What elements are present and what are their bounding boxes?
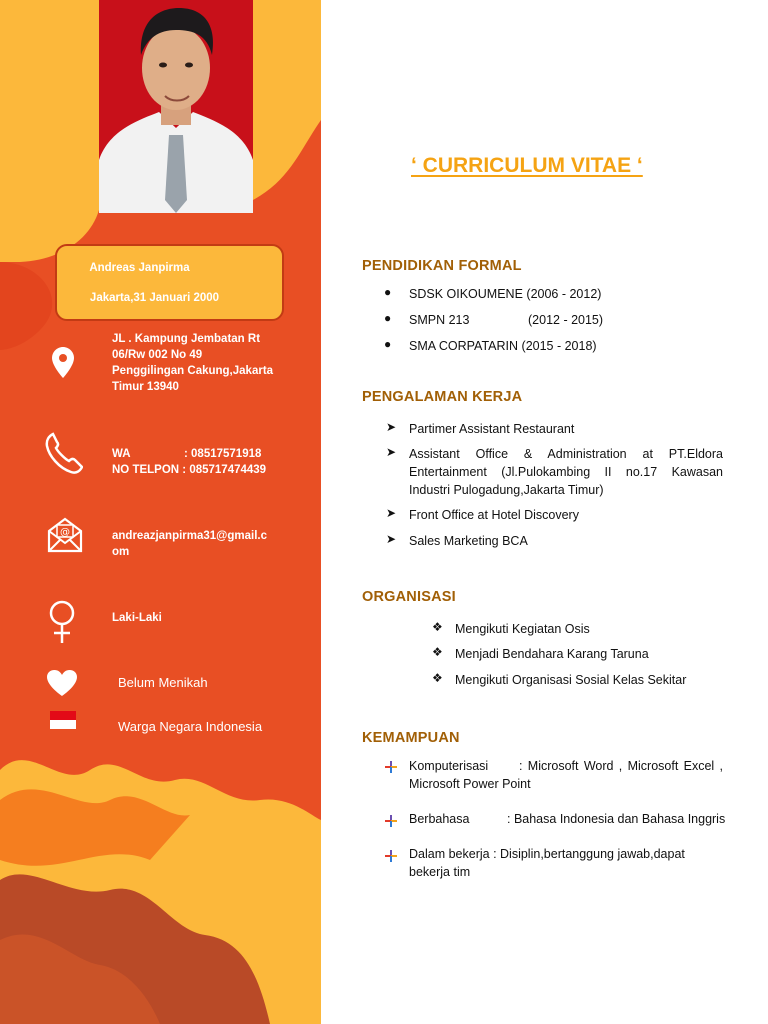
address-line: Timur 13940	[112, 381, 179, 393]
diamond-bullet-icon: ❖	[432, 671, 443, 685]
profile-name: Andreas Janpirma	[89, 262, 190, 274]
colored-bullet-icon	[385, 815, 397, 827]
diamond-bullet-icon: ❖	[432, 645, 443, 659]
phone-label: NO TELPON	[112, 464, 180, 476]
name-card	[55, 244, 284, 321]
diamond-bullet-icon: ❖	[432, 620, 443, 634]
contact-phones	[112, 446, 266, 478]
email	[112, 528, 267, 560]
list-item: Assistant Office & Administration at PT.Eldora Entertainment (Jl.Pulokambing II no.17 Kawasan Industri Pulogadung,Jakarta Timur)	[409, 447, 723, 497]
page-title: ‘ CURRICULUM VITAE ‘	[411, 154, 643, 177]
arrow-bullet-icon: ➤	[386, 420, 397, 434]
heart-icon	[47, 670, 77, 696]
list-item: Mengikuti Organisasi Sosial Kelas Sekitar	[455, 673, 687, 687]
experience-heading: PENGALAMAN KERJA	[362, 389, 523, 405]
colored-bullet-icon	[385, 850, 397, 862]
svg-text:@: @	[60, 527, 70, 538]
wa-value: : 08517571918	[184, 448, 262, 460]
marital-status: Belum Menikah	[118, 675, 208, 690]
list-item: SMA CORPATARIN (2015 - 2018)	[409, 339, 597, 353]
colored-bullet-icon	[385, 761, 397, 773]
list-item: Dalam bekerja : Disiplin,bertanggung jawab,dapat bekerja tim	[409, 847, 685, 879]
arrow-bullet-icon: ➤	[386, 506, 397, 520]
list-item: Berbahasa : Bahasa Indonesia dan Bahasa Inggris	[409, 812, 726, 826]
address-line: JL . Kampung Jembatan Rt	[112, 333, 261, 345]
phone-value: : 085717474439	[182, 464, 267, 476]
email-icon	[47, 517, 83, 553]
list-item: Menjadi Bendahara Karang Taruna	[455, 647, 649, 661]
address	[112, 331, 273, 395]
citizenship: Warga Negara Indonesia	[118, 719, 263, 734]
email-line: andreazjanpirma31@gmail.c	[112, 530, 268, 542]
bullet-icon: ●	[384, 311, 392, 325]
address-line: 06/Rw 002 No 49	[112, 349, 203, 361]
list-item: SDSK OIKOUMENE (2006 - 2012)	[409, 287, 602, 301]
wa-label: WA	[112, 448, 131, 460]
education-heading: PENDIDIKAN FORMAL	[362, 258, 522, 274]
phone-icon	[45, 432, 83, 474]
organization-heading: ORGANISASI	[362, 589, 456, 605]
email-line: om	[112, 546, 130, 558]
bullet-icon: ●	[384, 285, 392, 299]
female-symbol-icon	[47, 600, 77, 644]
skills-heading: KEMAMPUAN	[362, 730, 460, 746]
gender: Laki-Laki	[112, 612, 162, 624]
arrow-bullet-icon: ➤	[386, 445, 397, 459]
location-pin-icon	[52, 347, 74, 378]
list-item: Front Office at Hotel Discovery	[409, 508, 579, 522]
list-item: Mengikuti Kegiatan Osis	[455, 622, 590, 636]
indonesia-flag-icon	[50, 711, 76, 729]
arrow-bullet-icon: ➤	[386, 532, 397, 546]
list-item: Sales Marketing BCA	[409, 534, 528, 548]
address-line: Penggilingan Cakung,Jakarta	[112, 365, 274, 377]
bullet-icon: ●	[384, 337, 392, 351]
list-item: SMPN 213 (2012 - 2015)	[409, 313, 604, 327]
list-item: Partimer Assistant Restaurant	[409, 422, 575, 436]
sidebar	[0, 0, 321, 1024]
profile-birth: Jakarta,31 Januari 2000	[89, 292, 220, 304]
list-item: Komputerisasi : Microsoft Word , Microsoft Excel , Microsoft Power Point	[409, 759, 723, 791]
profile-photo	[99, 0, 253, 213]
